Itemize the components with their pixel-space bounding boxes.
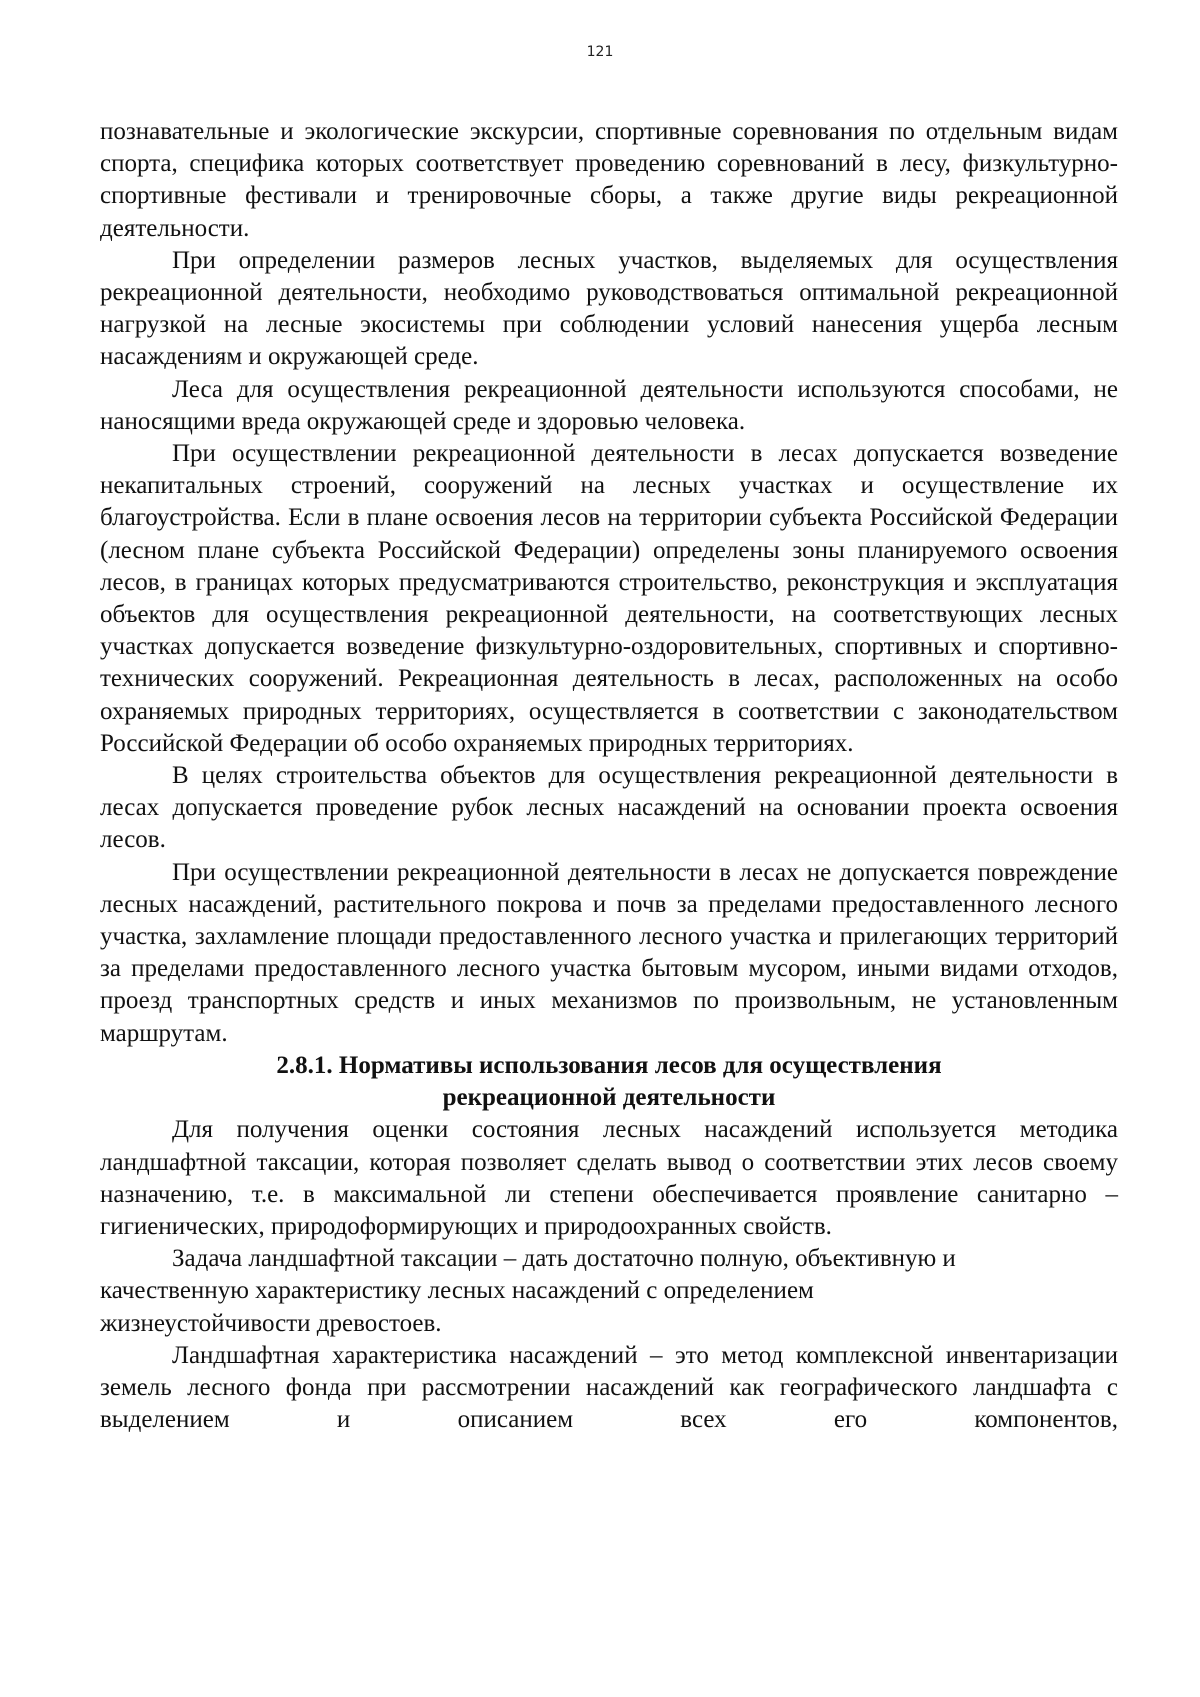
paragraph-line: Задача ландшафтной таксации – дать достаточно полную, объективную и xyxy=(172,1245,956,1273)
document-body xyxy=(100,116,1118,1436)
paragraph: Для получения оценки состояния лесных насаждений используется методика ландшафтной таксации, которая позволяет сделать вывод о соответствии этих лесов своему назначению, т.е. в максимальной ли степени обеспечивается проявление санитарно – гигиенических, природоформирующих и природоохранных свойств. xyxy=(100,1116,1118,1240)
paragraph: Ландшафтная характеристика насаждений – это метод комплексной инвентаризации земель лесного фонда при рассмотрении насаждений как географического ландшафта с выделением и описанием всех его компонентов, xyxy=(100,1341,1118,1434)
paragraph: При определении размеров лесных участков, выделяемых для осуществления рекреационной деятельности, необходимо руководствоваться оптимальной рекреационной нагрузкой на лесные экосистемы при соблюдении условий нанесения ущерба лесным насаждениям и окружающей среде. xyxy=(100,246,1118,371)
paragraph: При осуществлении рекреационной деятельности в лесах не допускается повреждение лесных насаждений, растительного покрова и почв за пределами предоставленного лесного участка, захламление площади предоставленного лесного участка и прилегающих территорий за пределами предоставленного лесного участка бытовым мусором, иными видами отходов, проезд транспортных средств и иных механизмов по произвольным, не установленным маршрутам. xyxy=(100,858,1118,1047)
paragraph: Леса для осуществления рекреационной деятельности используются способами, не наносящими вреда окружающей среде и здоровью человека. xyxy=(100,375,1118,435)
paragraph: В целях строительства объектов для осуществления рекреационной деятельности в лесах допускается проведение рубок лесных насаждений на основании проекта освоения лесов. xyxy=(100,762,1118,854)
paragraph-line: качественную характеристику лесных насаждений с определением xyxy=(100,1277,814,1305)
paragraph-line: жизнеустойчивости древостоев. xyxy=(100,1309,442,1337)
paragraph-continuation: познавательные и экологические экскурсии, спортивные соревнования по отдельным видам спорта, специфика которых соответствует проведению соревнований в лесу, физкультурно-спортивные фестивали и тренировочные сборы, а также другие виды рекреационной деятельности. xyxy=(100,118,1118,242)
page-number: 121 xyxy=(586,44,614,60)
section-heading-line: 2.8.1. Нормативы использования лесов для осуществления xyxy=(276,1051,942,1079)
paragraph: При осуществлении рекреационной деятельности в лесах допускается возведение некапитальных строений, сооружений на лесных участках и осуществление их благоустройства. Если в плане освоения лесов на территории субъекта Российской Федерации (лесном плане субъекта Российской Федерации) определены зоны планируемого освоения лесов, в границах которых предусматриваются строительство, реконструкция и эксплуатация объектов для осуществления рекреационной деятельности, на соответствующих лесных участках допускается возведение физкультурно-оздоровительных, спортивных и спортивно-технических сооружений. Рекреационная деятельность в лесах, расположенных на особо охраняемых природных территориях, осуществляется в соответствии с законодательством Российской Федерации об особо охраняемых природных территориях. xyxy=(100,440,1118,757)
section-heading xyxy=(100,1050,1118,1114)
section-heading-line: рекреационной деятельности xyxy=(442,1084,776,1112)
